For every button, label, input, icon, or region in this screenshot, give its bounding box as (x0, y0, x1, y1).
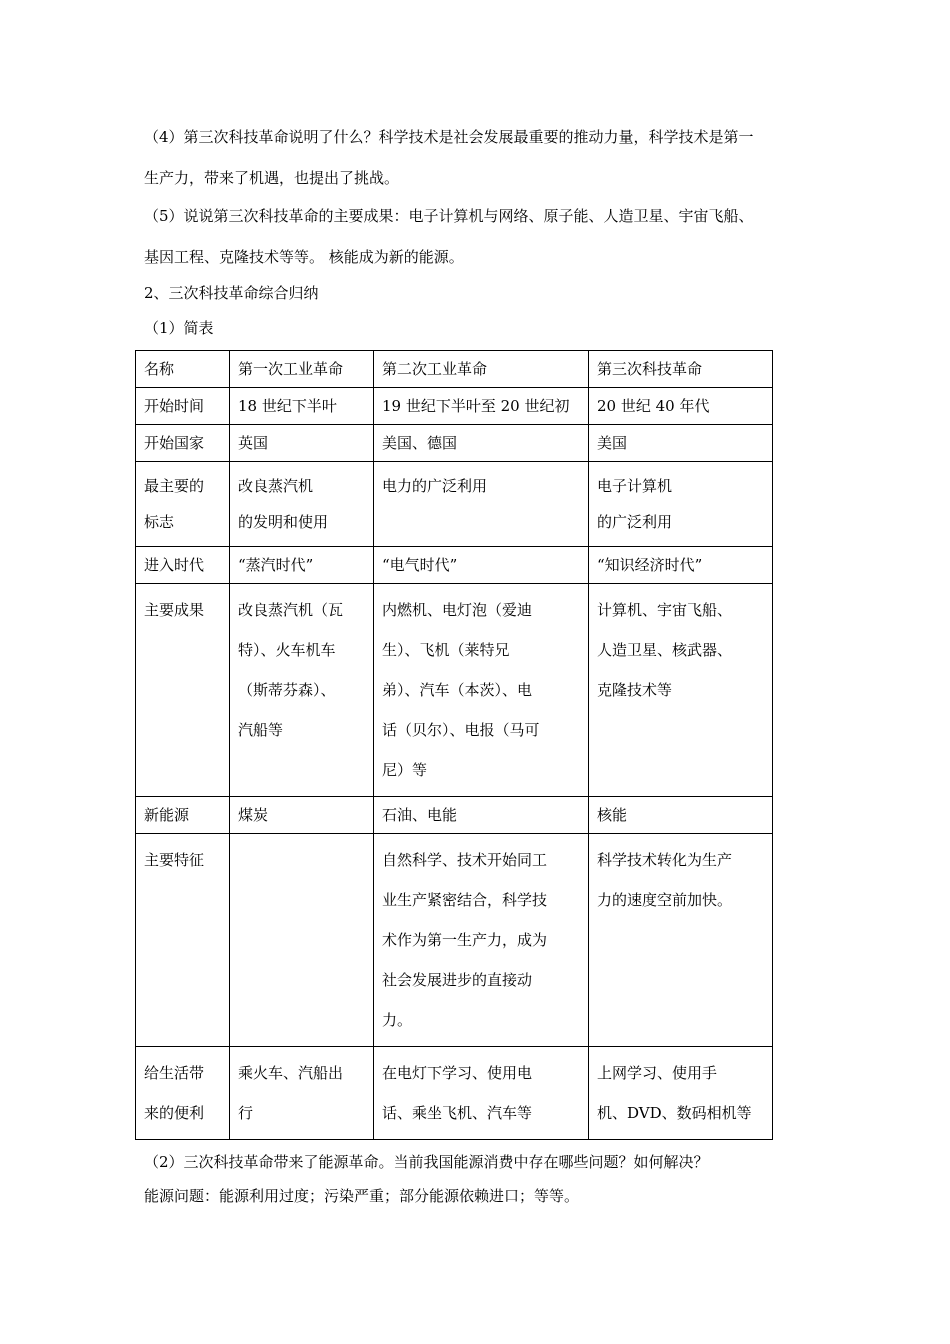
cell-line: 尼）等 (382, 761, 428, 779)
table-cell (230, 462, 374, 547)
table-cell: 煤炭 (230, 797, 374, 834)
cell-line: （斯蒂芬森）、 (238, 681, 336, 699)
q5-line-2: 基因工程、克隆技术等等。 核能成为新的能源。 (144, 248, 464, 266)
table-cell (589, 1047, 773, 1140)
cell-line: 在电灯下学习、使用电 (382, 1064, 533, 1082)
table-cell (589, 584, 773, 797)
table-cell: 19 世纪下半叶至 20 世纪初 (374, 388, 589, 425)
table-cell: “电气时代” (374, 547, 589, 584)
paragraph-q5 (144, 196, 834, 278)
cell-line: 最主要的 (144, 477, 205, 495)
table-cell: 新能源 (136, 797, 230, 834)
table-cell: 第三次科技革命 (589, 351, 773, 388)
cell-line: 乘火车、汽船出 (238, 1064, 344, 1082)
table-cell (230, 834, 374, 1047)
table-cell: 英国 (230, 425, 374, 462)
table-row-era (136, 547, 773, 584)
cell-line: 自然科学、技术开始同工 (382, 851, 548, 869)
cell-line: 电子计算机 (597, 477, 673, 495)
cell-line: 力。 (382, 1011, 413, 1029)
paragraph-q4 (144, 117, 834, 199)
table-row-features (136, 834, 773, 1047)
cell-line: 力的速度空前加快。 (597, 891, 733, 909)
cell-line: 行 (238, 1104, 254, 1122)
table-cell: 美国、德国 (374, 425, 589, 462)
cell-line: 弟）、汽车（本茨）、电 (382, 681, 533, 699)
revolution-summary-table (135, 350, 773, 1140)
table-cell: “知识经济时代” (589, 547, 773, 584)
cell-line: 术作为第一生产力，成为 (382, 931, 548, 949)
table-cell: 18 世纪下半叶 (230, 388, 374, 425)
cell-line: 科学技术转化为生产 (597, 851, 733, 869)
table-cell (136, 1047, 230, 1140)
cell-line: 话（贝尔）、电报（马可 (382, 721, 540, 739)
table-cell: 主要特征 (136, 834, 230, 1047)
table-cell: 第一次工业革命 (230, 351, 374, 388)
cell-line: 特）、火车机车 (238, 641, 336, 659)
table-cell (374, 1047, 589, 1140)
table-cell: 名称 (136, 351, 230, 388)
cell-line: 标志 (144, 513, 175, 531)
cell-line: 电力的广泛利用 (382, 477, 488, 495)
cell-line: 给生活带 (144, 1064, 205, 1082)
table-row-achievements (136, 584, 773, 797)
q4-line-2: 生产力，带来了机遇，也提出了挑战。 (144, 169, 400, 187)
cell-line: 业生产紧密结合，科学技 (382, 891, 548, 909)
cell-line: 社会发展进步的直接动 (382, 971, 533, 989)
table-cell (136, 462, 230, 547)
table-row-start-time (136, 388, 773, 425)
table-cell: 核能 (589, 797, 773, 834)
sub-heading-table: （1）简表 (144, 319, 214, 337)
table-cell: 进入时代 (136, 547, 230, 584)
table-cell: 石油、电能 (374, 797, 589, 834)
table-row-new-energy (136, 797, 773, 834)
cell-line: 汽船等 (238, 721, 284, 739)
table-row-convenience (136, 1047, 773, 1140)
cell-line: 计算机、宇宙飞船、 (597, 601, 733, 619)
table-cell: 开始时间 (136, 388, 230, 425)
section-heading-2: 2、三次科技革命综合归纳 (144, 284, 319, 302)
cell-line: 克隆技术等 (597, 681, 673, 699)
table-cell (230, 584, 374, 797)
table-cell (374, 462, 589, 547)
table-cell: 20 世纪 40 年代 (589, 388, 773, 425)
cell-line: 机、DVD、数码相机等 (597, 1104, 752, 1122)
paragraph-q2 (144, 1145, 834, 1213)
cell-line: 的发明和使用 (238, 513, 329, 531)
cell-line: 来的便利 (144, 1104, 205, 1122)
cell-line: 内燃机、电灯泡（爱迪 (382, 601, 533, 619)
energy-problems-line: 能源问题：能源利用过度；污染严重；部分能源依赖进口；等等。 (144, 1187, 580, 1205)
table-cell (589, 834, 773, 1047)
table-cell: 第二次工业革命 (374, 351, 589, 388)
q4-line-1: （4）第三次科技革命说明了什么？科学技术是社会发展最重要的推动力量，科学技术是第一 (144, 128, 754, 146)
table-cell (589, 462, 773, 547)
cell-line: 改良蒸汽机（瓦 (238, 601, 344, 619)
table-cell: 开始国家 (136, 425, 230, 462)
table-cell: 主要成果 (136, 584, 230, 797)
cell-line: 话、乘坐飞机、汽车等 (382, 1104, 533, 1122)
cell-line: 的广泛利用 (597, 513, 673, 531)
table-cell (374, 584, 589, 797)
table-row-start-country (136, 425, 773, 462)
q5-line-1: （5）说说第三次科技革命的主要成果：电子计算机与网络、原子能、人造卫星、宇宙飞船、 (144, 207, 754, 225)
cell-line: 上网学习、使用手 (597, 1064, 718, 1082)
table-row-header (136, 351, 773, 388)
table-cell: “蒸汽时代” (230, 547, 374, 584)
table-row-symbol (136, 462, 773, 547)
cell-line: 生）、飞机（莱特兄 (382, 641, 510, 659)
table-cell (374, 834, 589, 1047)
table-cell: 美国 (589, 425, 773, 462)
q2-line: （2）三次科技革命带来了能源革命。当前我国能源消费中存在哪些问题？如何解决？ (144, 1153, 709, 1171)
cell-line: 改良蒸汽机 (238, 477, 314, 495)
cell-line: 人造卫星、核武器、 (597, 641, 733, 659)
table-cell (230, 1047, 374, 1140)
